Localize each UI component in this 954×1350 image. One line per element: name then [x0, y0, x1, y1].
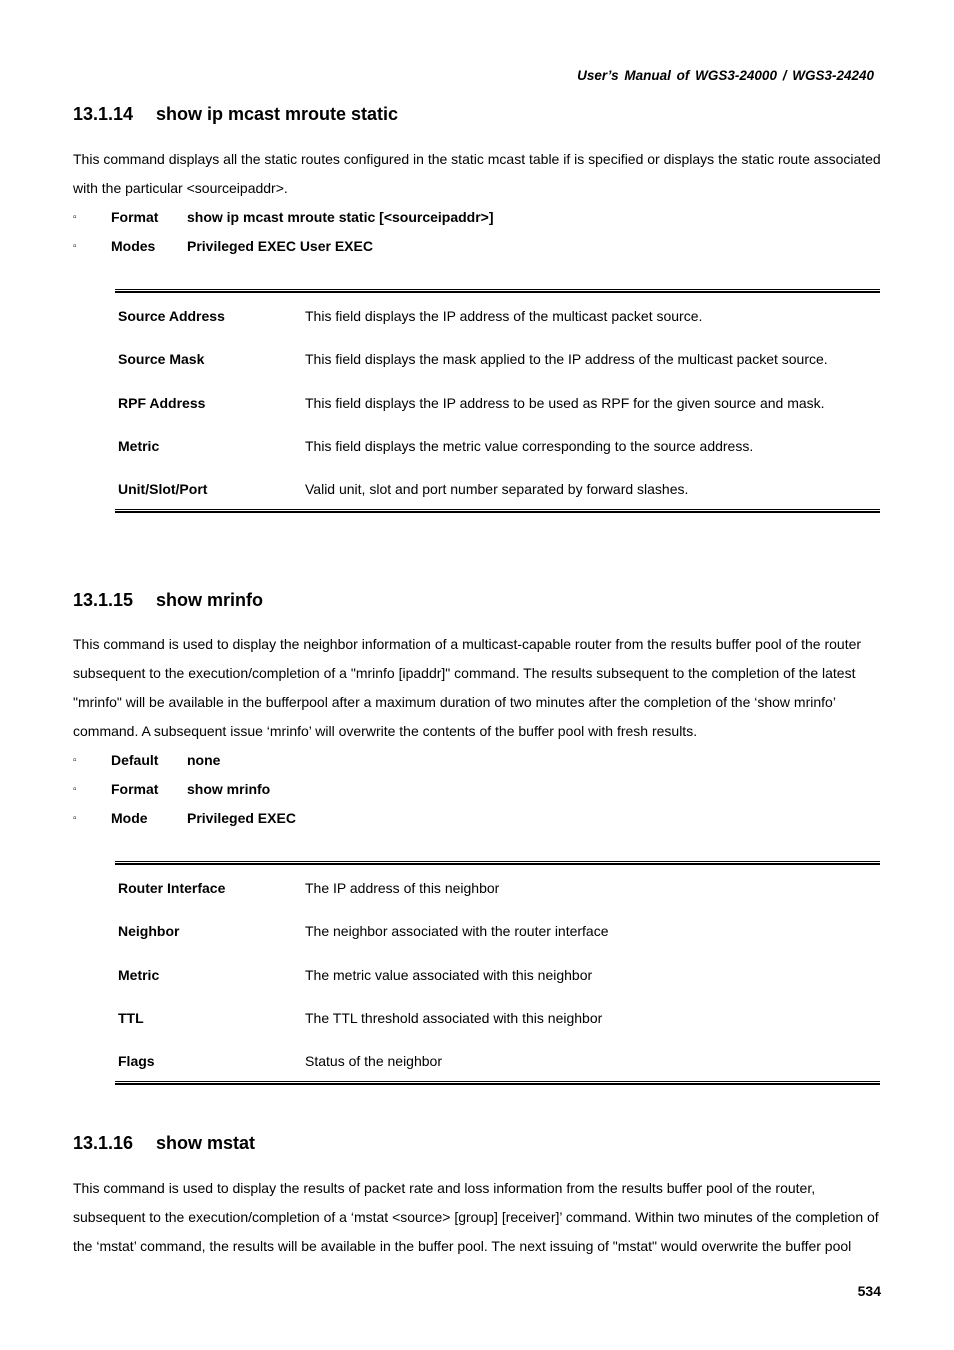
bullet-format — [73, 775, 883, 804]
field-description: The TTL threshold associated with this neighbor — [305, 1009, 603, 1026]
field-description: The metric value associated with this neighbor — [305, 966, 593, 983]
bullet-key: Format — [111, 209, 159, 225]
section-title: show mrinfo — [156, 590, 263, 610]
section-number: 13.1.16 — [73, 1133, 134, 1153]
field-description: Valid unit, slot and port number separated by forward slashes. — [305, 481, 689, 498]
section-paragraph-text: This command is used to display the neighbor information of a multicast-capable router from the results buffer pool of the router subsequent to the execution/completion of a "mrinfo [ipaddr]" command. The results subsequent to the completion of the latest "mrinfo" will be available in the bufferpool after a maximum duration of two minutes after the completion of the ‘show mrinfo’ command. A subsequent issue ‘mrinfo’ will overwrite the contents of the buffer pool with fresh results. — [73, 636, 862, 739]
table-row — [115, 423, 880, 466]
bullet-modes — [73, 232, 883, 261]
field-name: Metric — [118, 966, 160, 983]
bullet-value: show mrinfo — [187, 781, 271, 797]
command-bullets — [73, 746, 883, 833]
field-name: Unit/Slot/Port — [118, 481, 208, 498]
field-description: This field displays the IP address of the multicast packet source. — [305, 308, 703, 324]
field-name: Source Address — [118, 308, 225, 324]
section-13-1-14 — [73, 104, 883, 125]
table-row — [115, 380, 880, 423]
bullet-square-icon: ▫ — [73, 813, 77, 824]
command-bullets — [73, 203, 883, 261]
table-row — [115, 952, 880, 995]
bullet-default — [73, 746, 883, 775]
bullet-key: Modes — [111, 238, 156, 254]
table-row — [115, 466, 880, 509]
bullet-key: Mode — [111, 810, 148, 826]
field-table-mrinfo — [115, 861, 880, 1085]
bullet-square-icon: ▫ — [73, 212, 77, 223]
section-paragraph — [73, 630, 883, 746]
bullet-value: show ip mcast mroute static [<sourceipaddr>] — [187, 209, 494, 225]
bullet-mode — [73, 804, 883, 833]
field-description: This field displays the metric value corresponding to the source address. — [305, 437, 754, 454]
field-name: RPF Address — [118, 394, 206, 411]
bullet-square-icon: ▫ — [73, 755, 77, 766]
field-description: The IP address of this neighbor — [305, 880, 500, 896]
section-paragraph — [73, 1174, 883, 1261]
table-row — [115, 908, 880, 951]
field-name: Neighbor — [118, 923, 180, 940]
section-title: show ip mcast mroute static — [156, 104, 399, 124]
page-number: 534 — [857, 1283, 881, 1299]
table-row — [115, 336, 880, 379]
section-number: 13.1.14 — [73, 104, 134, 124]
section-title: show mstat — [156, 1133, 256, 1153]
table-row — [115, 865, 880, 908]
table-row — [115, 995, 880, 1038]
section-13-1-15 — [73, 590, 883, 611]
table-row — [115, 1038, 880, 1081]
table-bottom-rule — [115, 509, 880, 513]
section-heading — [73, 104, 883, 125]
bullet-value: none — [187, 752, 221, 768]
bullet-square-icon: ▫ — [73, 784, 77, 795]
field-name: Flags — [118, 1053, 155, 1070]
bullet-square-icon: ▫ — [73, 241, 77, 252]
page-header: User’s Manual of WGS3-24000 / WGS3-24240 — [577, 68, 874, 83]
field-name: Source Mask — [118, 351, 205, 368]
section-paragraph-text: This command is used to display the results of packet rate and loss information from the results buffer pool of the router, subsequent to the execution/completion of a ‘mstat <source> [group] [receiver]’ command. Within two minutes of the completion of the ‘mstat’ command, the results will be available in the buffer pool. The next issuing of "mstat" would overwrite the buffer pool — [73, 1180, 879, 1254]
field-description: The neighbor associated with the router interface — [305, 923, 609, 940]
field-description: This field displays the mask applied to the IP address of the multicast packet source. — [305, 351, 828, 368]
field-description: Status of the neighbor — [305, 1053, 442, 1070]
bullet-key: Format — [111, 781, 159, 797]
bullet-format — [73, 203, 883, 232]
section-paragraph-text: This command displays all the static routes configured in the static mcast table if is specified or displays the static route associated with the particular <sourceipaddr>. — [73, 151, 881, 196]
bullet-value: Privileged EXEC — [187, 810, 296, 826]
section-13-1-16 — [73, 1133, 883, 1154]
field-name: TTL — [118, 1009, 144, 1026]
table-bottom-rule — [115, 1081, 880, 1085]
field-table-mroute — [115, 289, 880, 513]
section-heading — [73, 1133, 883, 1154]
bullet-value: Privileged EXEC User EXEC — [187, 238, 373, 254]
bullet-key: Default — [111, 752, 159, 768]
section-heading — [73, 590, 883, 611]
table-row — [115, 293, 880, 336]
field-description: This field displays the IP address to be used as RPF for the given source and mask. — [305, 394, 825, 411]
section-number: 13.1.15 — [73, 590, 134, 610]
field-name: Router Interface — [118, 880, 226, 896]
field-name: Metric — [118, 437, 160, 454]
section-paragraph — [73, 145, 883, 203]
